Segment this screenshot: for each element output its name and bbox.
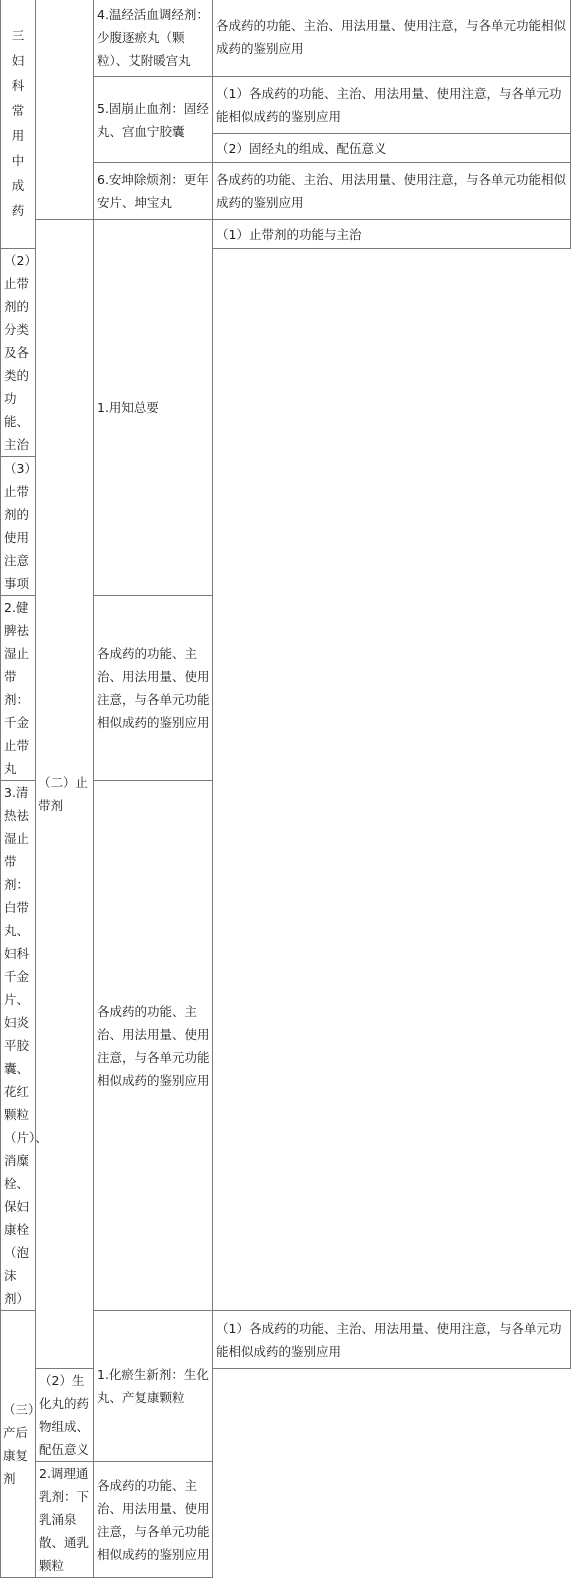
unit-char: 药 bbox=[11, 203, 25, 218]
item-name: 6.安坤除烦剂：更年安片、坤宝丸 bbox=[94, 163, 213, 220]
requirement: （2）生化丸的药物组成、配伍意义 bbox=[36, 1369, 94, 1462]
requirement: 各成药的功能、主治、用法用量、使用注意，与各单元功能相似成药的鉴别应用 bbox=[94, 596, 213, 781]
requirement: （2）固经丸的组成、配伍意义 bbox=[213, 134, 571, 163]
unit-cell bbox=[1, 0, 36, 249]
item-name: 2.健脾祛湿止带剂：千金止带丸 bbox=[1, 596, 36, 781]
unit-char: 成 bbox=[11, 178, 25, 193]
requirement: 各成药的功能、主治、用法用量、使用注意，与各单元功能相似成药的鉴别应用 bbox=[213, 0, 571, 77]
item-name: 3.清热祛湿止带剂：白带丸、妇科千金片、妇炎平胶囊、花红颗粒（片）、消糜栓、保妇康栓（泡沫剂） bbox=[1, 781, 36, 1311]
unit-char: 科 bbox=[11, 78, 25, 93]
subunit-cell-empty bbox=[36, 0, 94, 220]
item-name: 4.温经活血调经剂：少腹逐瘀丸（颗粒）、艾附暖宫丸 bbox=[94, 0, 213, 77]
requirement: （1）止带剂的功能与主治 bbox=[213, 220, 571, 249]
subunit-label: （二）止带剂 bbox=[36, 220, 94, 1369]
unit-char: 用 bbox=[11, 128, 25, 143]
requirement: 各成药的功能、主治、用法用量、使用注意，与各单元功能相似成药的鉴别应用 bbox=[94, 781, 213, 1311]
requirement: （1）各成药的功能、主治、用法用量、使用注意，与各单元功能相似成药的鉴别应用 bbox=[213, 77, 571, 134]
item-name: 2.调理通乳剂：下乳涌泉散、通乳颗粒 bbox=[36, 1462, 94, 1578]
requirement: （2）止带剂的分类及各类的功能、主治 bbox=[1, 249, 36, 457]
item-name: 1.用知总要 bbox=[94, 220, 213, 596]
unit-char: 中 bbox=[11, 153, 25, 168]
table-row bbox=[1, 0, 571, 77]
requirement: 各成药的功能、主治、用法用量、使用注意，与各单元功能相似成药的鉴别应用 bbox=[213, 163, 571, 220]
table-row bbox=[1, 220, 571, 249]
unit-char: 常 bbox=[11, 103, 25, 118]
unit-char: 妇 bbox=[11, 53, 25, 68]
requirement: 各成药的功能、主治、用法用量、使用注意，与各单元功能相似成药的鉴别应用 bbox=[94, 1462, 213, 1578]
item-name: 1.化瘀生新剂：生化丸、产复康颗粒 bbox=[94, 1311, 213, 1462]
requirement: （3）止带剂的使用注意事项 bbox=[1, 457, 36, 596]
table-row bbox=[1, 1369, 571, 1462]
requirement: （1）各成药的功能、主治、用法用量、使用注意，与各单元功能相似成药的鉴别应用 bbox=[213, 1311, 571, 1369]
item-name: 5.固崩止血剂：固经丸、宫血宁胶囊 bbox=[94, 77, 213, 163]
subunit-label: （三）产后康复剂 bbox=[1, 1311, 36, 1578]
table-row bbox=[1, 1462, 571, 1578]
unit-char: 三 bbox=[11, 28, 25, 43]
